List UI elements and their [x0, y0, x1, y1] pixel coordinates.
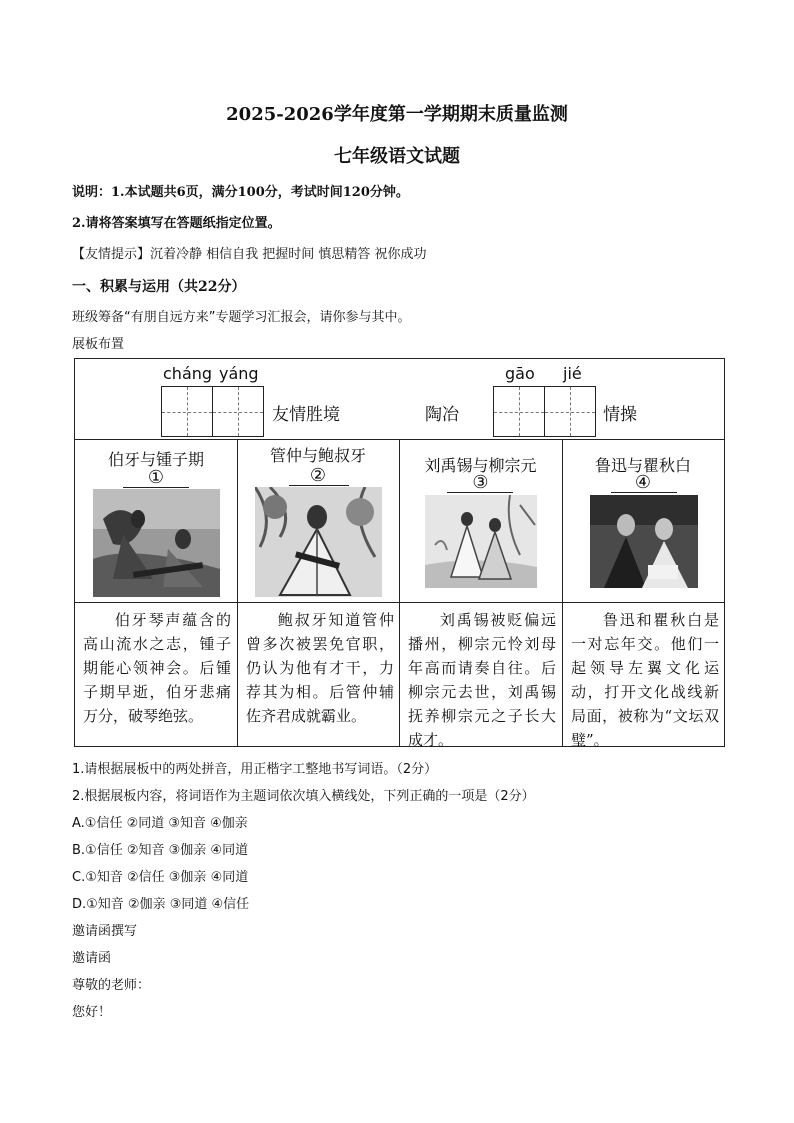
word2-prefix: 陶冶 — [425, 405, 459, 425]
note-2: 2.请将答案填写在答题纸指定位置。 — [72, 216, 281, 231]
letter-salutation: 尊敬的老师： — [72, 978, 151, 993]
pair-title-2: 管仲与鲍叔牙 — [269, 446, 366, 465]
desc-1-text: 伯牙琴声蕴含的高山流水之志，锺子期能心领神会。后锺子期早逝，伯牙悲痛万分，破琴绝弦。 — [83, 611, 231, 725]
pair-title-1: 伯牙与锺子期 — [107, 450, 204, 469]
writing-grid-1[interactable] — [161, 386, 265, 437]
desc-4-text: 鲁迅和瞿秋白是一对忘年交。他们一起领导左翼文化运动，打开文化战线新局面，被称为“文坛双璧”。 — [571, 611, 719, 749]
painting-guanzhong-bao — [255, 487, 382, 597]
pinyin-changyang-1: cháng — [163, 364, 213, 383]
pinyin-gaojie-2: jié — [563, 364, 582, 383]
letter-task: 邀请函撰写 — [72, 924, 138, 939]
section-intro: 班级筹备“有朋自远方来”专题学习汇报会，请你参与其中。 — [72, 310, 411, 325]
exam-title: 2025-2026学年度第一学期期末质量监测 — [226, 104, 568, 125]
desc-2 — [246, 608, 394, 728]
option-a[interactable]: A.①信任 ②同道 ③知音 ④伽亲 — [72, 816, 248, 831]
painting-boya-ziqi — [93, 489, 220, 597]
word2-suffix: 情操 — [603, 405, 637, 425]
desc-1 — [83, 608, 231, 728]
tip-text: 沉着冷静 相信自我 把握时间 慎思精答 祝你成功 — [150, 247, 427, 262]
writing-grid-2[interactable] — [493, 386, 597, 437]
desc-4 — [571, 608, 719, 752]
pinyin-changyang-2: yáng — [219, 364, 259, 383]
option-b[interactable]: B.①信任 ②知音 ③伽亲 ④同道 — [72, 843, 249, 858]
writing-cell[interactable] — [213, 386, 264, 437]
tip-line — [72, 243, 427, 262]
word1-suffix: 友情胜境 — [272, 405, 340, 425]
fill-blank-line-4[interactable] — [611, 492, 677, 493]
tip-label: 【友情提示】 — [72, 247, 151, 262]
blank-number-1: ① — [147, 467, 165, 488]
painting-liu-liu — [425, 495, 537, 588]
question-2: 2.根据展板内容，将词语作为主题词依次填入横线处，下列正确的一项是（2分） — [72, 789, 535, 804]
desc-3-text: 刘禹锡被贬偏远播州，柳宗元怜刘母年高而请奏自往。后柳宗元去世，刘禹锡抚养柳宗元之子长大成才。 — [408, 611, 556, 749]
note-1: 说明：1.本试题共6页，满分100分，考试时间120分钟。 — [72, 185, 409, 200]
pinyin-gaojie-1: gāo — [505, 364, 535, 383]
option-c[interactable]: C.①知音 ②信任 ③伽亲 ④同道 — [72, 870, 249, 885]
board-label: 展板布置 — [72, 337, 125, 352]
section-heading: 一、积累与运用（共22分） — [72, 279, 246, 295]
letter-title: 邀请函 — [72, 951, 112, 966]
exhibition-board — [74, 358, 725, 747]
blank-number-2: ② — [309, 465, 327, 486]
desc-2-text: 鲍叔牙知道管仲曾多次被罢免官职，仍认为他有才干，力荐其为相。后管仲辅佐齐君成就霸业。 — [246, 611, 394, 725]
writing-cell[interactable] — [545, 386, 596, 437]
blank-number-3: ③ — [472, 472, 489, 493]
photo-luxun-qu — [590, 495, 698, 588]
fill-blank-line-3[interactable] — [447, 492, 513, 493]
question-1: 1.请根据展板中的两处拼音，用正楷字工整地书写词语。（2分） — [72, 762, 438, 777]
exam-subtitle: 七年级语文试题 — [334, 146, 460, 167]
desc-3 — [408, 608, 556, 752]
option-d[interactable]: D.①知音 ②伽亲 ③同道 ④信任 — [72, 897, 250, 912]
blank-number-4: ④ — [634, 472, 652, 493]
pair-title-4: 鲁迅与瞿秋白 — [594, 456, 691, 475]
fill-blank-line-1[interactable] — [123, 487, 189, 488]
fill-blank-line-2[interactable] — [289, 485, 349, 486]
writing-cell[interactable] — [161, 386, 213, 437]
letter-greeting: 您好！ — [72, 1005, 112, 1020]
writing-cell[interactable] — [493, 386, 545, 437]
pair-title-3: 刘禹锡与柳宗元 — [424, 456, 537, 475]
